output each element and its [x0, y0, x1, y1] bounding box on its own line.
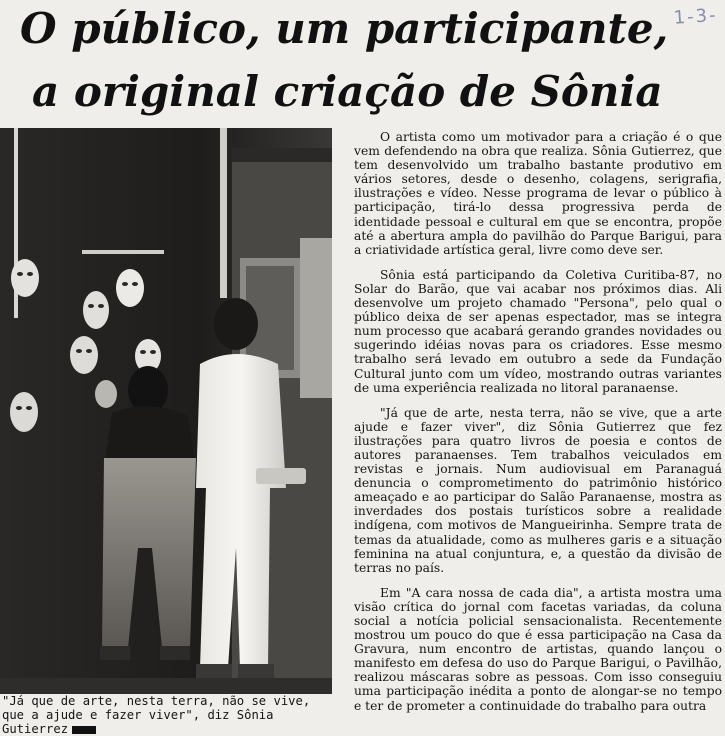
caption-text: "Já que de arte, nesta terra, não se vive, que a ajude e fazer viver", diz Sônia Gutierrez: [2, 694, 318, 736]
article-paragraph-3: "Já que de arte, nesta terra, não se vive, que a arte ajude e fazer viver", diz Sônia Gutierrez que fez ilustrações para quatro livros de poesia e contos de autores paranaenses. Tem trabalhos veiculados em revistas e jornais. Num audiovisual em Paranaguá denuncia o comprometimento do patrimônio histórico ameaçado e ao participar do Salão Paranaense, mostra as inverdades dos postais turísticos sobre a realidade indígena, com motivos de Mangueirinha. Sempre trata de temas da atualidade, como as mulheres garis e a situação feminina na atual conjuntura, e, a questão da divisão de terras no país.: [354, 405, 722, 575]
headline-line-1: O público, um participante,: [20, 4, 669, 53]
mask: [83, 291, 109, 329]
article-paragraph-4: Em "A cara nossa de cada dia", a artista mostra uma visão crítica do jornal com facetas variadas, da coluna social a notícia policial sensacionalista. Recentemente mostrou um pouco do que é essa participação na Casa da Gravura, num encontro de artistas, quando lançou o manifesto em defesa do uso do Parque Barigui, o Pavilhão, realizou máscaras sobre as pessoas. Com isso conseguiu uma participação inédita a ponto de alongar-se no tempo e ter de prometer a continuidade do trabalho para outra: [354, 585, 722, 713]
mask: [11, 259, 39, 297]
mask: [70, 336, 98, 374]
article-paragraph-2: Sônia está participando da Coletiva Curitiba-87, no Solar do Barão, que vai acabar nos próximos dias. Ali desenvolve um projeto chamado "Persona", pelo qual o público deixa de ser apenas espectador, mas se integra num processo que acabará gerando grandes novidades ou sugerindo idéias novas para os criadores. Esse mesmo trabalho será levado em outubro a sede da Fundação Cultural junto com um vídeo, mostrando outras variantes de uma experiência realizada no litoral paranaense.: [354, 267, 722, 395]
exhibition-photo: [0, 128, 332, 694]
headline-line-2: a original criação de Sônia: [32, 67, 663, 116]
caption-rule: [72, 726, 96, 734]
photo-illustration: [0, 128, 332, 694]
article-body: [354, 130, 722, 724]
handwritten-date-note: 1-3-: [673, 4, 719, 29]
mask: [116, 269, 144, 307]
article-paragraph-1: O artista como um motivador para a criação é o que vem defendendo na obra que realiza. Sônia Gutierrez, que tem desenvolvido um trabalho bastante produtivo em vários setores, desde o desenho, colagens, serigrafia, ilustrações e vídeo. Nesse programa de levar o público à participação, tirá-lo dessa progressiva perda de identidade pessoal e cultural em que se encontra, propõe até a abertura ampla do pavilhão do Parque Barigui, para a criatividade artística geral, livre como deve ser.: [354, 130, 722, 257]
photo-caption: [2, 694, 334, 736]
mask: [10, 392, 38, 432]
